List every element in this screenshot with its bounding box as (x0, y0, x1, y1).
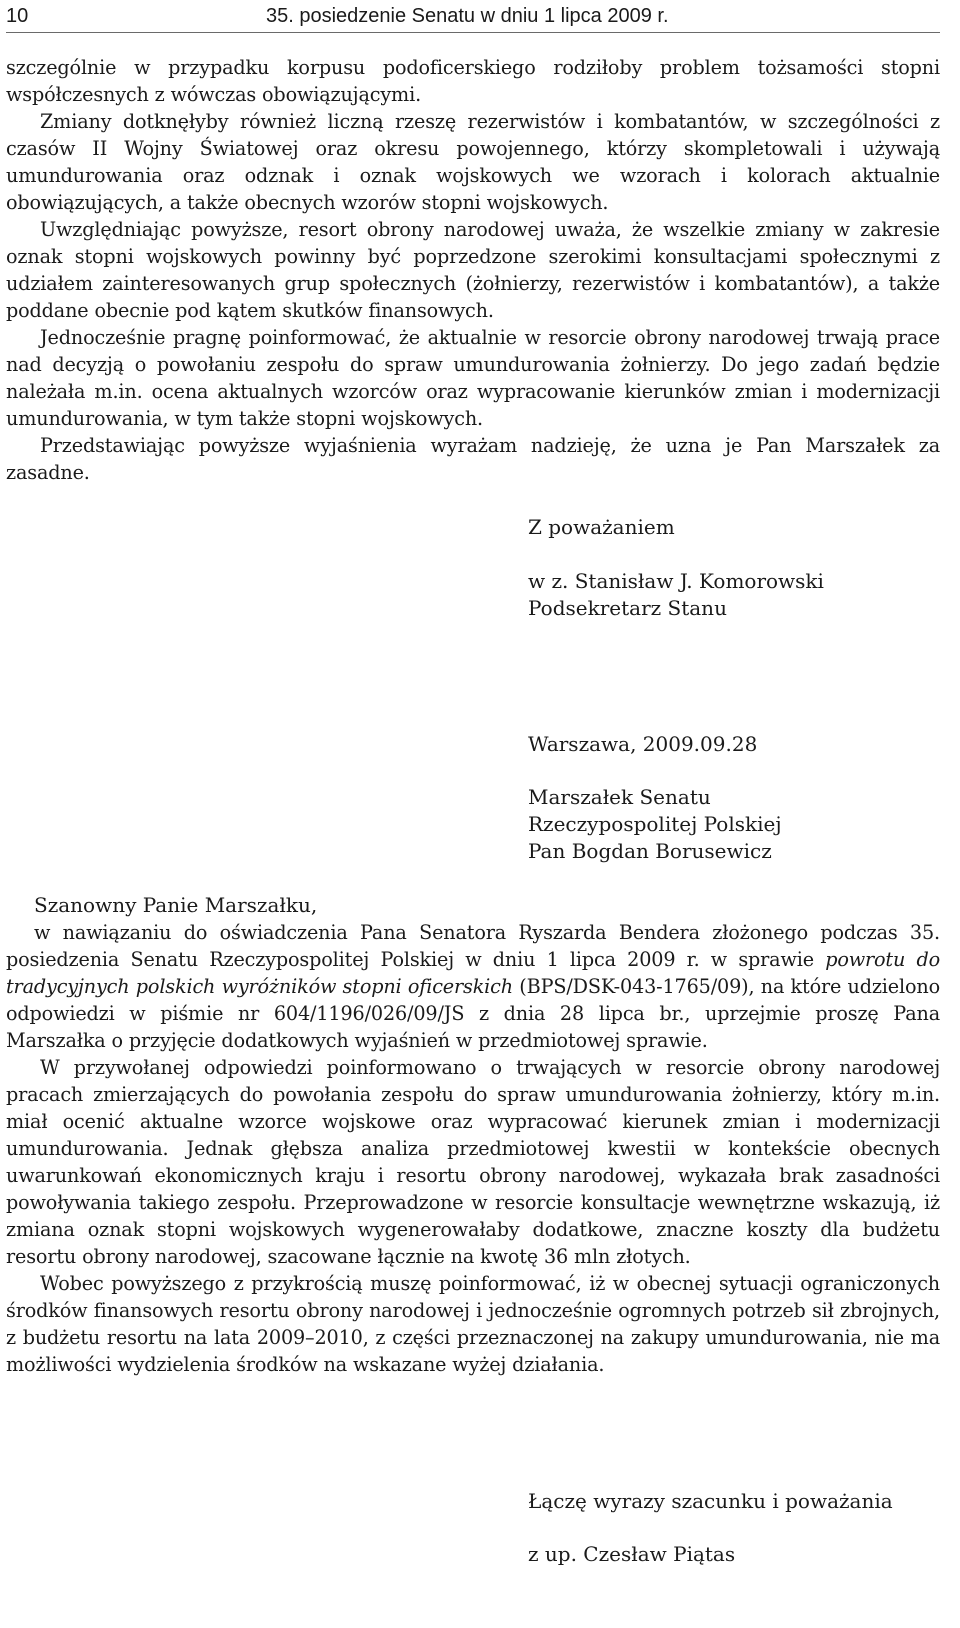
letter2-addressee-block (528, 784, 782, 865)
letter2-paragraph-2: W przywołanej odpowiedzi poinformowano o trwających w resorcie obrony narodowej pracach zmierzających do powołania zespołu do spraw umundurowania żołnierzy, który m.in. miał ocenić aktualne wzorce wojskowe oraz wypracować kierunek zmian i modernizacji umundurowania. Jednak głębsza analiza przedmiotowej kwestii w kontekście obecnych uwarunkowań ekonomicznych kraju i resortu obrony narodowej, wykazała brak zasadności powoływania takiego zespołu. Przeprowadzone w resorcie konsultacje wewnętrzne wskazują, iż zmiana oznak stopni wojskowych wygenerowałaby dodatkowe, znaczne koszty dla budżetu resortu obrony narodowej, szacowane łącznie na kwotę 36 mln złotych. (6, 1056, 940, 1268)
page-header (6, 2, 946, 30)
letter2-paragraph-3: Wobec powyższego z przykrością muszę poinformować, iż w obecnej sytuacji ograniczonych środków finansowych resortu obrony narodowej i jednocześnie ogromnych potrzeb sił zbrojnych, z budżetu resortu na lata 2009–2010, z części przeznaczonej na zakupy umundurowania, nie ma możliwości wydzielenia środków na wskazane wyżej działania. (6, 1272, 940, 1376)
letter2-date: Warszawa, 2009.09.28 (528, 732, 758, 756)
letter2-paragraph-1-italic-subject: powrotu do tradycyjnych polskich wyróżników stopni oficerskich (6, 948, 941, 998)
running-title: 35. posiedzenie Senatu w dniu 1 lipca 2009 r. (266, 5, 669, 27)
letter2-body (6, 919, 940, 1378)
letter2-date-block (528, 731, 757, 758)
letter1-signatory: w z. Stanisław J. Komorowski (528, 569, 824, 593)
letter2-closing: Łączę wyrazy szacunku i poważania (528, 1489, 893, 1513)
letter2-paragraph-1-part-b: (BPS/DSK-043-1765/09), na które udzielono odpowiedzi w piśmie nr 604/1196/026/09/JS z dnia 28 lipca br., uprzejmie proszę Pana Marszałka o przyjęcie dodatkowych wyjaśnień w przedmiotowej sprawie. (6, 975, 940, 1052)
letter1-paragraph-5: Przedstawiając powyższe wyjaśnienia wyrażam nadzieję, że uzna je Pan Marszałek za zasadne. (6, 434, 940, 484)
letter1-signature-block (528, 568, 824, 622)
header-divider (6, 32, 940, 33)
letter1-closing: Z poważaniem (528, 515, 675, 539)
letter1-signatory-title: Podsekretarz Stanu (528, 596, 727, 620)
letter2-addressee-line-1: Marszałek Senatu (528, 785, 711, 809)
letter2-paragraph-1-part-a: w nawiązaniu do oświadczenia Pana Senatora Ryszarda Bendera złożonego podczas 35. posiedzenia Senatu Rzeczypospolitej Polskiej w dniu 1 lipca 2009 r. w sprawie (6, 921, 940, 971)
letter1-paragraph-4: Jednocześnie pragnę poinformować, że aktualnie w resorcie obrony narodowej trwają prace nad decyzją o powołaniu zespołu do spraw umundurowania żołnierzy. Do jego zadań będzie należała m.in. ocena aktualnych wzorców oraz wypracowanie kierunków zmian i modernizacji umundurowania, w tym także stopni wojskowych. (6, 326, 940, 430)
letter2-addressee-line-3: Pan Bogdan Borusewicz (528, 839, 772, 863)
letter1-paragraph-1: szczególnie w przypadku korpusu podoficerskiego rodziłoby problem tożsamości stopni współczesnych z wówczas obowiązującymi. (6, 56, 940, 106)
letter2-salutation: Szanowny Panie Marszałku, (34, 893, 318, 917)
letter1-closing-block (528, 514, 675, 541)
letter2-addressee-line-2: Rzeczypospolitej Polskiej (528, 812, 782, 836)
page-number: 10 (6, 5, 29, 27)
letter1-body (6, 54, 940, 486)
letter2-signature-block (528, 1541, 735, 1568)
letter2-signatory: z up. Czesław Piątas (528, 1542, 736, 1566)
letter1-paragraph-3: Uwzględniając powyższe, resort obrony narodowej uważa, że wszelkie zmiany w zakresie oznak stopni wojskowych powinny być poprzedzone szerokimi konsultacjami społecznymi z udziałem zainteresowanych grup społecznych (żołnierzy, rezerwistów i kombatantów), a także poddane obecnie pod kątem skutków finansowych. (6, 218, 940, 322)
letter1-paragraph-2: Zmiany dotknęłyby również liczną rzeszę rezerwistów i kombatantów, w szczególności z czasów II Wojny Światowej oraz okresu powojennego, którzy skompletowali i używają umundurowania oraz odznak i oznak wojskowych we wzorach i kolorach aktualnie obowiązujących, a także obecnych wzorów stopni wojskowych. (6, 110, 940, 214)
letter2-paragraph-1 (6, 919, 940, 1054)
letter2-closing-block (528, 1488, 893, 1515)
